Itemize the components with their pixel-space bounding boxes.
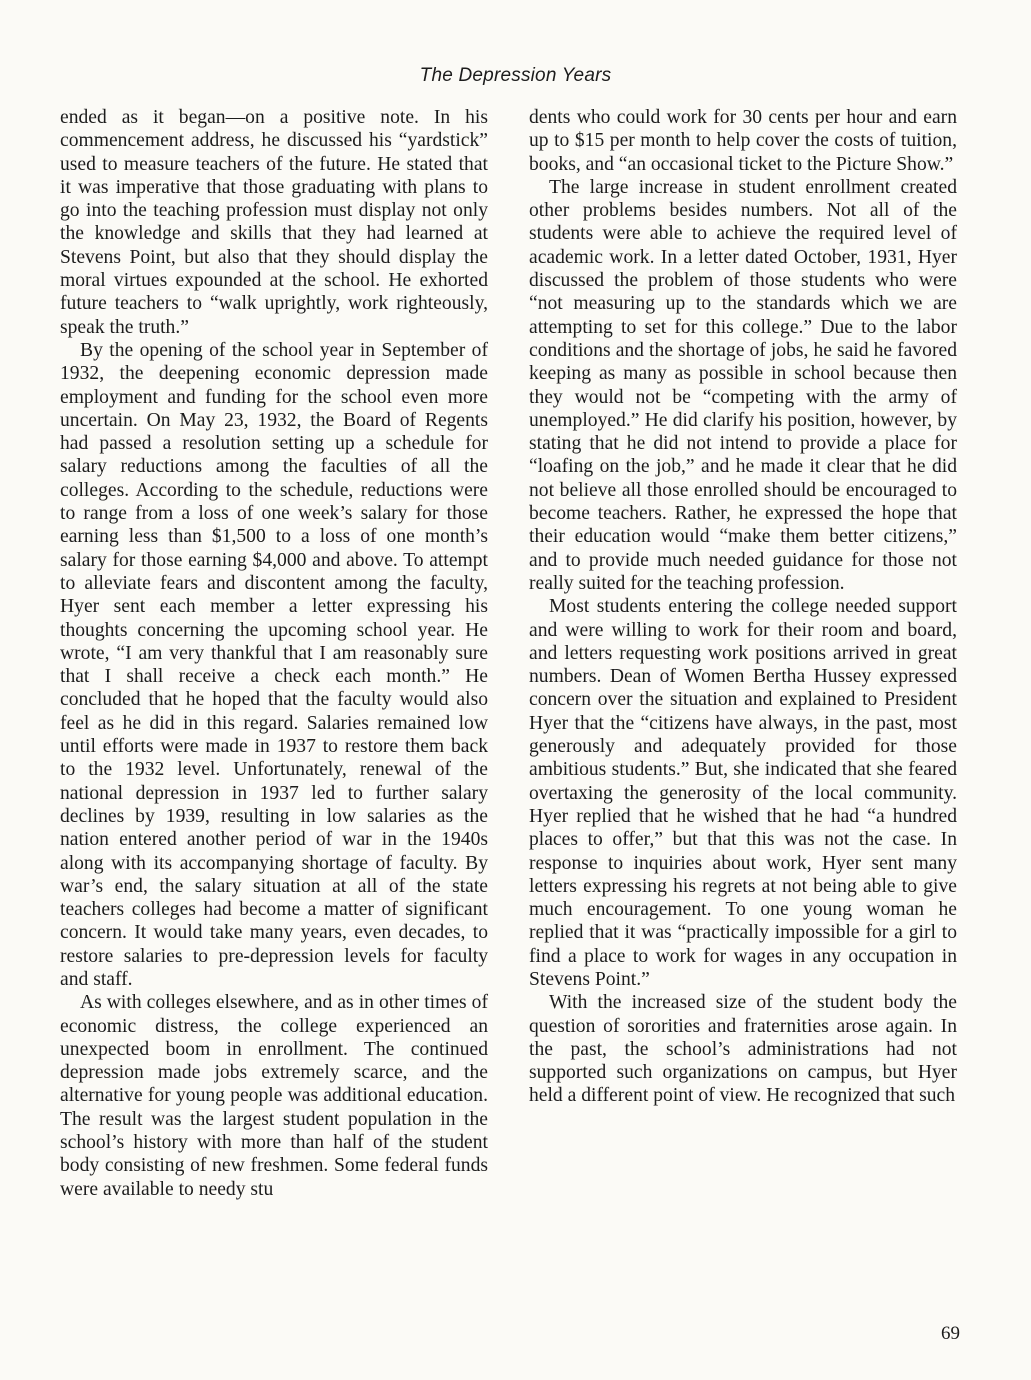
paragraph: As with colleges elsewhere, and as in other times of economic distress, the college experienced an unexpected boom in enrollment. The continued depression made jobs extremely scarce, and the alternative for young people was additional education. The result was the largest student population in the school’s history with more than half of the student body consisting of new freshmen. Some federal funds were available to needy stu	[60, 992, 488, 1200]
left-column	[60, 106, 488, 1201]
paragraph: With the increased size of the student body the question of sororities and fraternities arose again. In the past, the school’s administrations had not supported such organizations on campus, but Hyer held a different point of view. He recognized that such	[529, 992, 957, 1107]
paragraph: Most students entering the college needed support and were willing to work for their room and board, and letters requesting work positions arrived in great numbers. Dean of Women Bertha Hussey expressed concern over the situation and explained to President Hyer that the “citizens have always, in the past, most generously and adequately provided for those ambitious students.” But, she indicated that she feared overtaxing the generosity of the local community. Hyer replied that he wished that he had “a hundred places to offer,” but that this was not the case. In response to inquiries about work, Hyer sent many letters expressing his regrets at not being able to give much encouragement. To one young woman he replied that it was “practically impossible for a girl to find a place to work for wages in any occupation in Stevens Point.”	[529, 596, 957, 990]
paragraph: The large increase in student enrollment created other problems besides numbers. Not all of the students were able to achieve the required level of academic work. In a letter dated October, 1931, Hyer discussed the problem of those students who were “not measuring up to the standards which we are attempting to set for this college.” Due to the labor conditions and the shortage of jobs, he said he favored keeping as many as possible in school because then they would not be “competing with the army of unemployed.” He did clarify his position, however, by stating that he did not intend to provide a place for “loafing on the job,” and he made it clear that he did not believe all those enrolled should be encouraged to become teachers. Rather, he expressed the hope that their education would “make them better citizens,” and to provide much needed guidance for those not really suited for the teaching profession.	[529, 176, 957, 594]
right-column	[529, 106, 957, 1108]
paragraph: By the opening of the school year in September of 1932, the deepening economic depression made employment and funding for the school even more uncertain. On May 23, 1932, the Board of Regents had passed a resolution setting up a schedule for salary reductions among the faculties of all the colleges. According to the schedule, reductions were to range from a loss of one week’s salary for those earning less than $1,500 to a loss of one month’s salary for those earning $4,000 and above. To attempt to alleviate fears and discontent among the faculty, Hyer sent each member a letter expressing his thoughts concerning the upcoming school year. He wrote, “I am very thankful that I am reasonably sure that I shall receive a check each month.” He concluded that he hoped that the faculty would also feel as he did in this regard. Salaries remained low until efforts were made in 1937 to restore them back to the 1932 level. Unfortunately, renewal of the national depression in 1937 led to further salary declines by 1939, resulting in low salaries as the nation entered another period of war in the 1940s along with its accompanying shortage of faculty. By war’s end, the salary situation at all of the state teachers colleges had become a matter of significant concern. It would take many years, even decades, to restore salaries to pre-depression levels for faculty and staff.	[60, 339, 488, 990]
paragraph: ended as it began—on a positive note. In his commencement address, he discussed his “yardstick” used to measure teachers of the future. He stated that it was imperative that those graduating with plans to go into the teaching profession must display not only the knowledge and skills that they had learned at Stevens Point, but also that they should display the moral virtues expounded at the school. He exhorted future teachers to “walk uprightly, work righteously, speak the truth.”	[60, 107, 488, 338]
running-title: The Depression Years	[419, 65, 612, 86]
page-number: 69	[941, 1323, 960, 1344]
paragraph: dents who could work for 30 cents per hour and earn up to $15 per month to help cover the costs of tuition, books, and “an occasional ticket to the Picture Show.”	[529, 107, 957, 175]
